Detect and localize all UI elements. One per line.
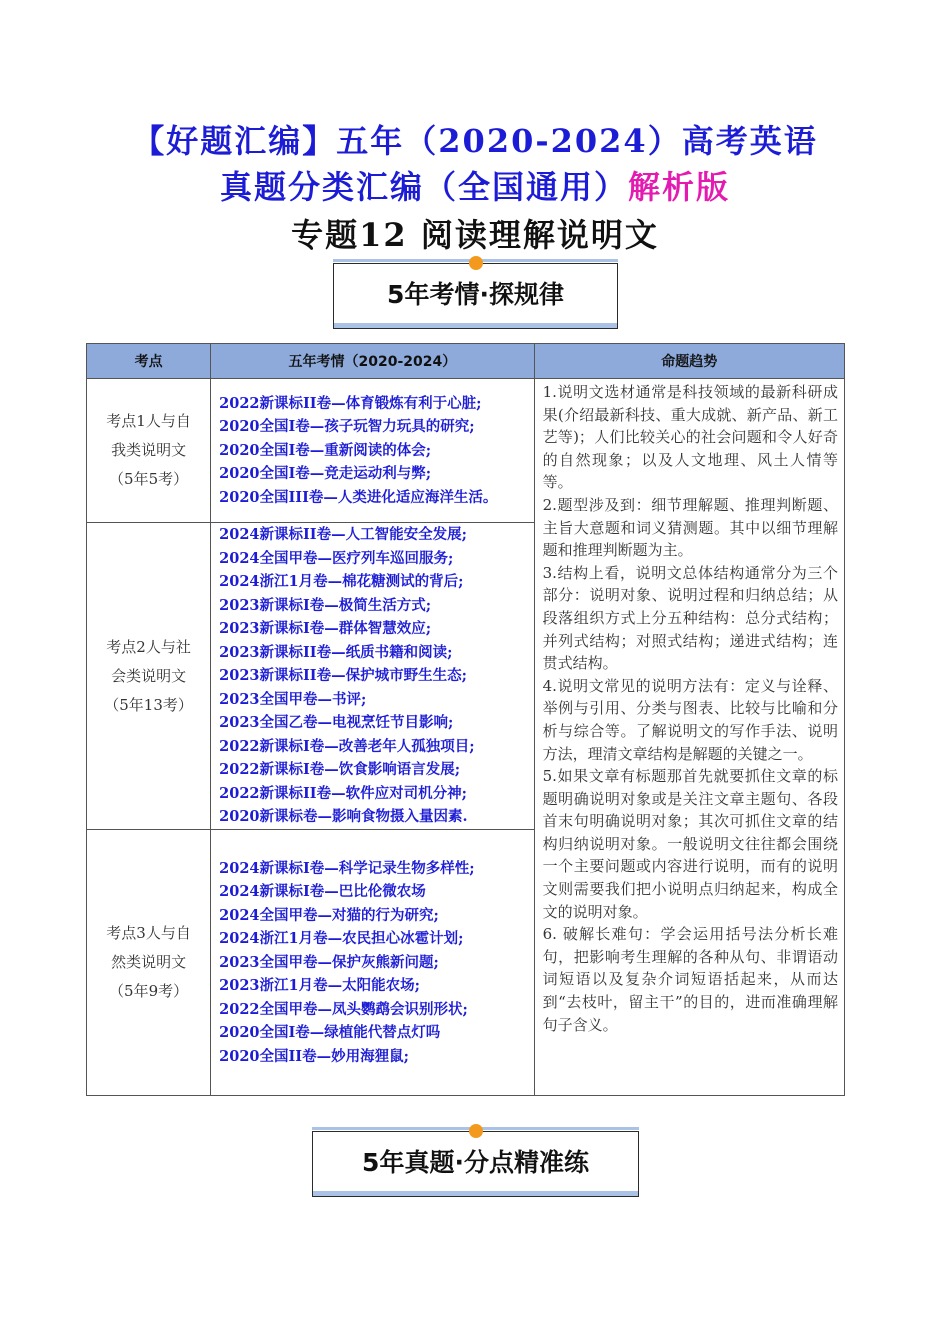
topic-line: 我类说明文 [111,441,187,459]
trend-paragraph: 4.说明文常见的说明方法有：定义与诠释、举例与引用、分类与图表、比较与比喻和分析与综合等。了解说明文的写作手法、说明方法，理清文章结构是解题的关键之一。 [542,676,838,763]
list-item: 2020全国I卷—孩子玩智力玩具的研究; [219,418,475,436]
topic-line: （5年5考） [109,470,189,488]
topic-cell [87,830,211,1096]
header-five-year: 五年考情（2020-2024） [211,344,534,379]
topic-line: 考点2人与社 [106,637,191,656]
topic-cell [87,379,211,523]
items-cell [211,523,534,830]
list-item: 2020全国I卷—重新阅读的体会; [219,441,432,459]
list-item: 2020全国I卷—绿植能代替点灯吗 [219,1024,441,1042]
header-trend: 命题趋势 [534,344,844,379]
list-item: 2023浙江1月卷—太阳能农场; [219,977,420,995]
list-item: 2024全国甲卷—对猫的行为研究; [219,906,439,924]
list-item: 2022新课标I卷—饮食影响语言发展; [219,761,461,779]
list-item: 2020全国III卷—人类进化适应海洋生活。 [219,488,498,506]
section-heading-label: 5年考情·探规律 [387,280,564,309]
list-item: 2022新课标II卷—体育锻炼有利于心脏; [219,394,482,412]
orange-dot-icon [469,256,483,270]
list-item: 2020全国II卷—妙用海狸鼠; [219,1047,409,1065]
list-item: 2023新课标II卷—纸质书籍和阅读; [219,643,453,661]
items-cell [211,379,534,523]
list-item: 2023全国乙卷—电视烹饪节目影响; [219,714,454,732]
title-line-2-pink: 解析版 [628,168,731,206]
topic-line: （5年13考） [104,695,193,714]
trend-paragraph: 2.题型涉及到：细节理解题、推理判断题、主旨大意题和词义猜测题。其中以细节理解题和推理判断题为主。 [542,495,838,560]
topic-line: 考点1人与自 [106,412,191,430]
section-heading-trends [333,263,618,329]
list-item: 2020新课标卷—影响食物摄入量因素. [219,808,468,826]
trend-paragraph: 3.结构上看，说明文总体结构通常分为三个部分：说明对象、说明过程和归纳总结；从段落组织方式上分五种结构：总分式结构；并列式结构；对照式结构；递进式结构；连贯式结构。 [542,563,838,673]
list-item: 2022全国甲卷—凤头鹦鹉会识别形状; [219,1000,468,1018]
list-item: 2022新课标I卷—改善老年人孤独项目; [219,737,475,755]
trend-paragraph: 6. 破解长难句：学会运用括号法分析长难句，把影响考生理解的各种从句、非谓语动词短语以及复杂介词短语括起来，从而达到“去枝叶，留主干”的目的，进而准确理解句子含义。 [542,925,838,1034]
list-item: 2024浙江1月卷—棉花糖测试的背后; [219,573,464,591]
topic-cell [87,523,211,830]
title-line-2 [0,162,950,208]
title-line-3: 专题12 阅读理解说明文 [291,216,659,254]
topic-line: 然类说明文 [111,953,187,971]
list-item: 2024浙江1月卷—农民担心冰雹计划; [219,930,464,948]
orange-dot-icon [469,1124,483,1138]
table-header-row [87,344,845,379]
section-heading-practice [312,1131,639,1197]
list-item: 2022新课标II卷—软件应对司机分神; [219,784,467,802]
topic-line: 考点3人与自 [106,924,191,942]
trend-paragraph: 5.如果文章有标题那首先就要抓住文章的标题明确说明对象或是关注文章主题句、各段首末句明确说明对象；其次可抓住文章的结构归纳说明对象。一般说明文往往都会围绕一个主要问题或内容进行说明，而有的说明文则需要我们把小说明点归纳起来，构成全文的说明对象。 [542,767,838,921]
title-line-1: 【好题汇编】五年（2020-2024）高考英语 [132,122,818,160]
section-heading-label: 5年真题·分点精准练 [362,1148,589,1177]
header-topic: 考点 [87,344,211,379]
list-item: 2020全国I卷—竞走运动利与弊; [219,465,432,483]
title-line-2-main: 真题分类汇编（全国通用） [219,168,628,206]
topic-line: 会类说明文 [111,666,187,685]
list-item: 2024全国甲卷—医疗列车巡回服务; [219,549,454,567]
list-item: 2024新课标I卷—巴比伦微农场 [219,883,426,901]
topic-line: （5年9考） [109,982,189,1000]
list-item: 2024新课标II卷—人工智能安全发展; [219,526,467,544]
exam-analysis-table [86,343,845,1096]
list-item: 2024新课标I卷—科学记录生物多样性; [219,859,475,877]
list-item: 2023全国甲卷—书评; [219,690,367,708]
list-item: 2023全国甲卷—保护灰熊新问题; [219,953,439,971]
list-item: 2023新课标II卷—保护城市野生生态; [219,667,467,685]
trend-paragraph: 1.说明文选材通常是科技领域的最新科研成果(介绍最新科技、重大成就、新产品、新工艺等)；人们比较关心的社会问题和令人好奇的自然现象；以及人文地理、风土人情等等。 [542,383,838,492]
list-item: 2023新课标I卷—极简生活方式; [219,596,432,614]
items-cell [211,830,534,1096]
list-item: 2023新课标I卷—群体智慧效应; [219,620,432,638]
table-row [87,379,845,523]
trend-cell [534,379,844,1096]
